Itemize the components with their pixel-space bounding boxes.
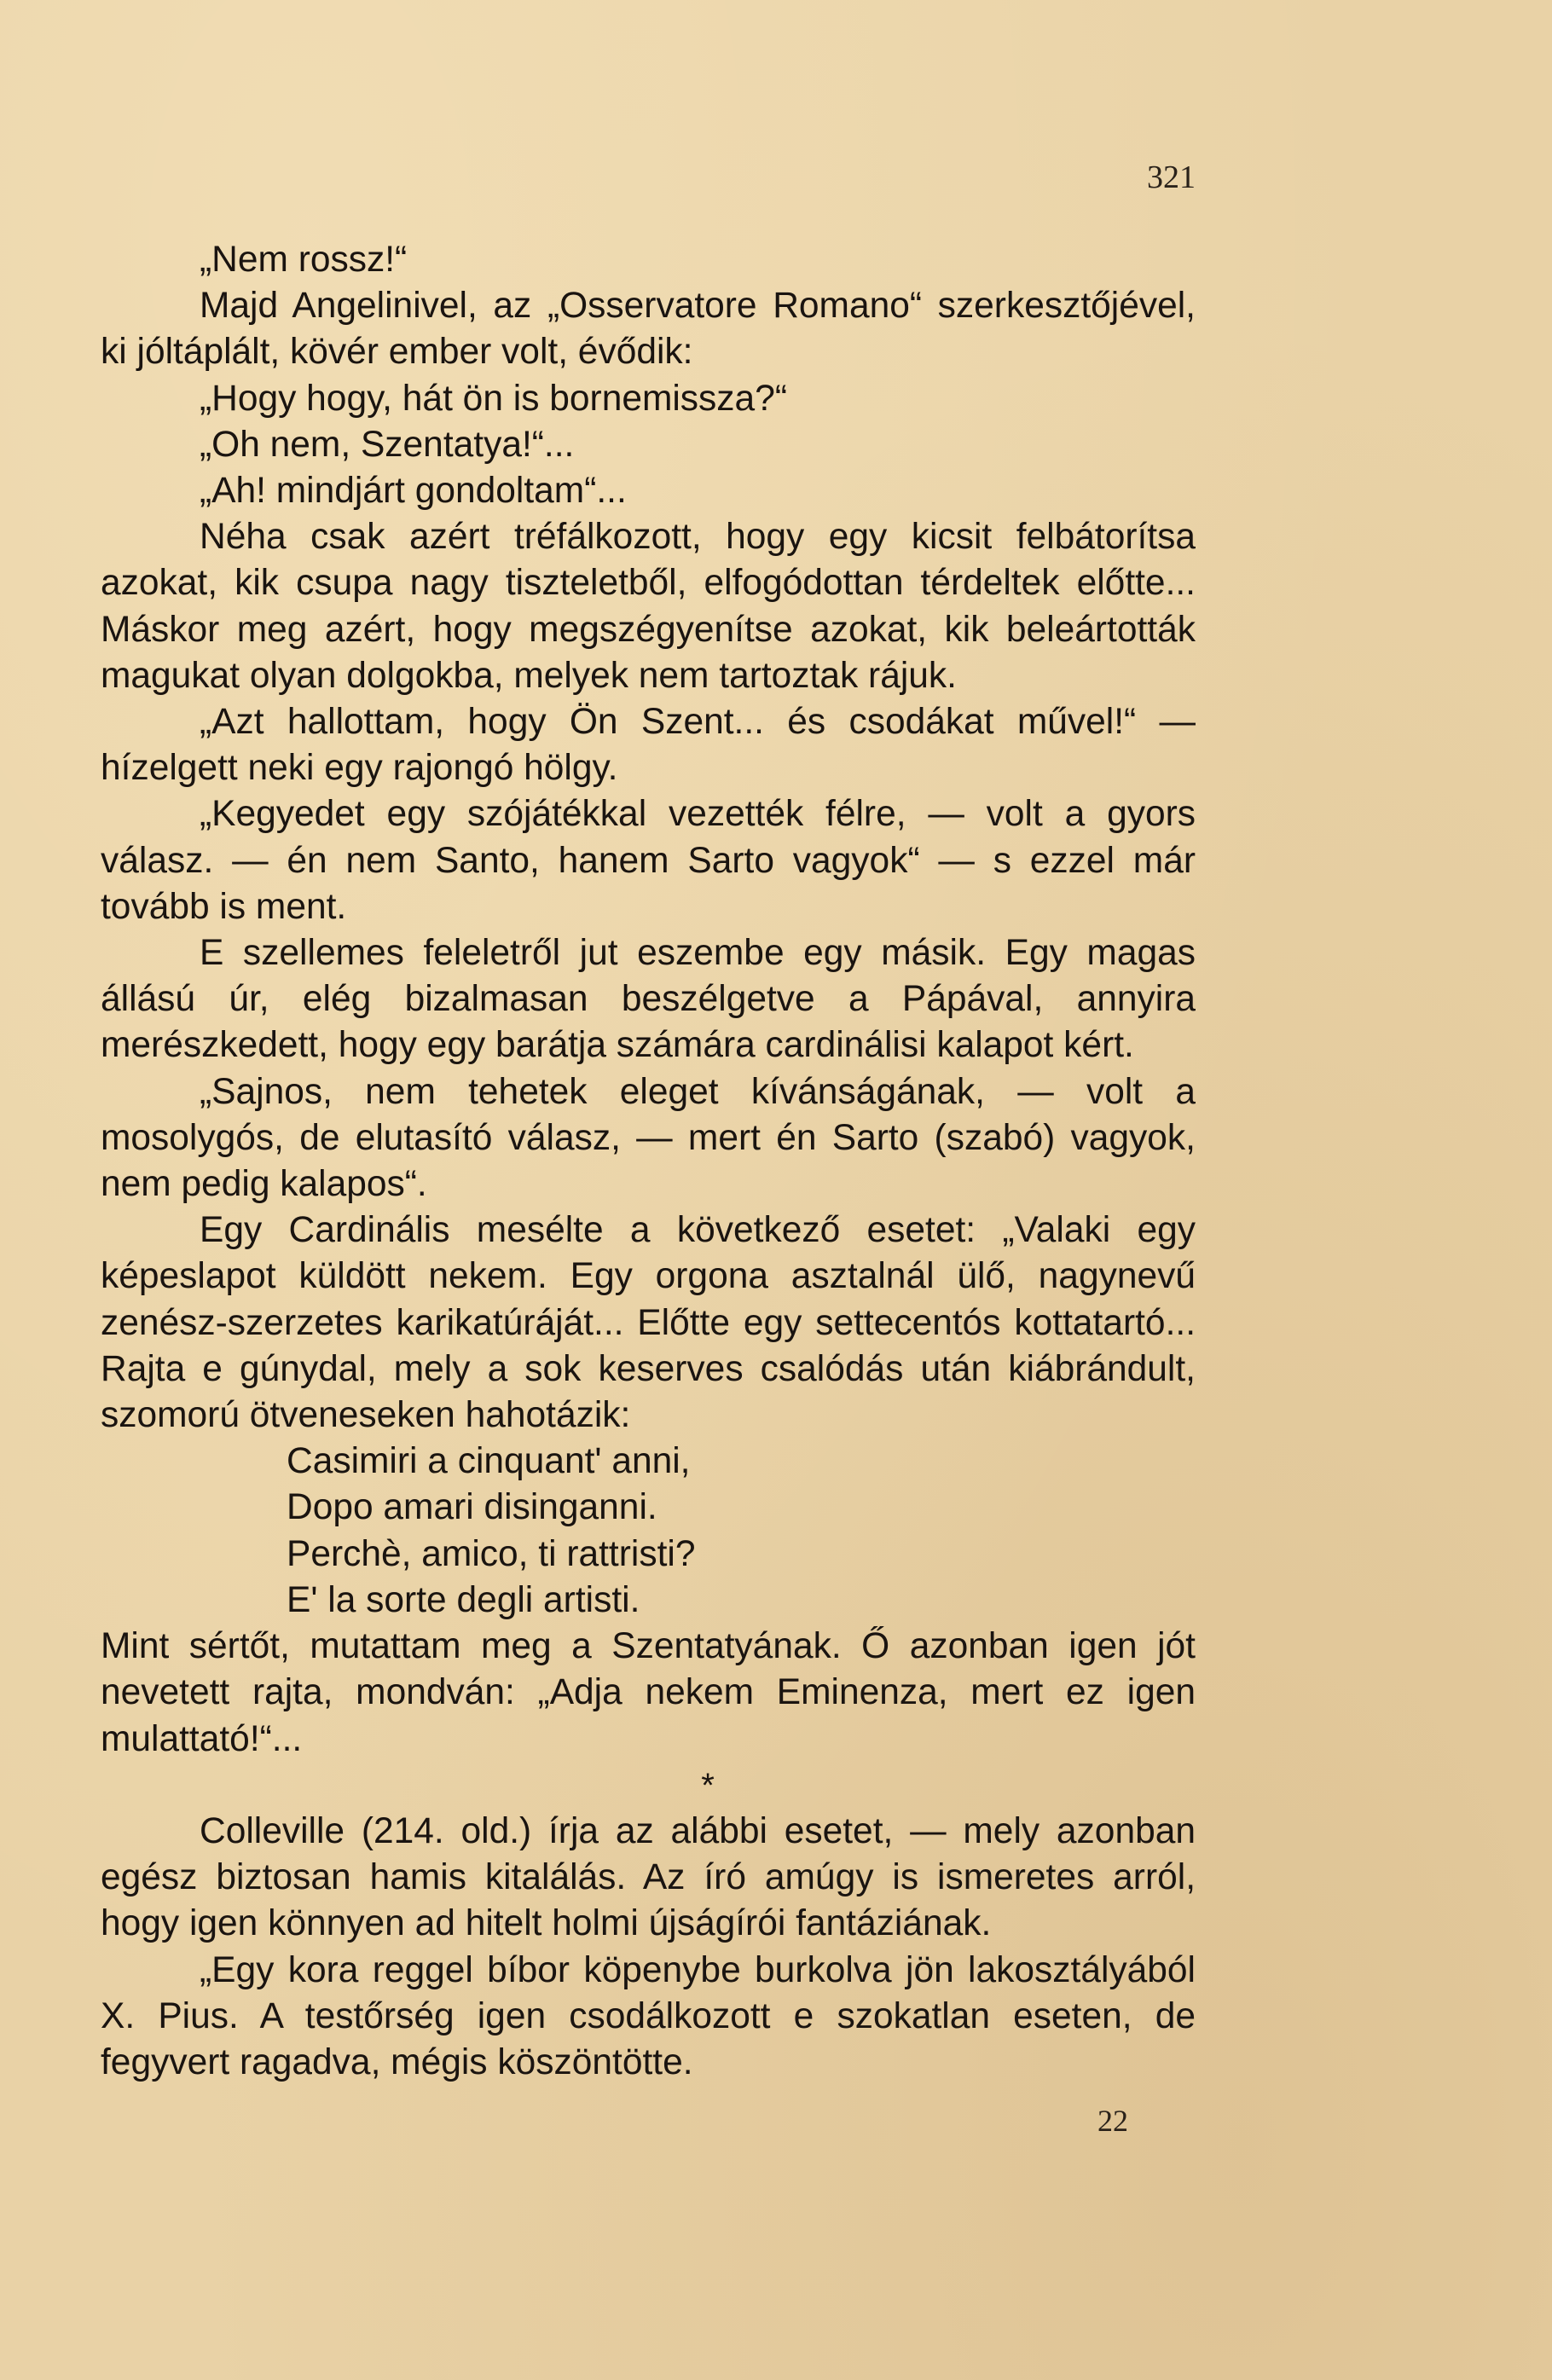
page-number: 321 [1147,159,1196,195]
poem [287,1439,1196,1624]
paragraph: „Hogy hogy, hát ön is bornemissza?“ [200,378,787,419]
poem-line: Dopo amari disinganni. [287,1487,657,1528]
paragraph: „Azt hallottam, hogy Ön Szent... és csodákat művel!“ — hízelgett neki egy rajongó hölgy. [101,702,1196,789]
paragraph: „Ah! mindjárt gondoltam“... [200,471,627,512]
paragraph: E szellemes feleletről jut eszembe egy másik. Egy magas állású úr, elég bizalmasan beszélgetve a Pápával, annyira merészkedett, hogy egy barátja számára cardinálisi kalapot kért. [101,933,1196,1066]
signature-mark: 22 [1097,2104,1128,2138]
section-separator: * [701,1766,715,1804]
paragraph: Egy Cardinális mesélte a következő esetet: „Valaki egy képeslapot küldött nekem. Egy orgona asztalnál ülő, nagynevű zenész-szerzetes karikatúráját... Előtte egy settecentós kottatartó... Rajta e gúnydal, mely a sok keserves csalódás után kiábrándult, szomorú ötveneseken hahotázik: [101,1210,1196,1436]
paragraph: Mint sértőt, mutattam meg a Szentatyának. Ő azonban igen jót nevetett rajta, mondván: „Adja nekem Eminenza, mert ez igen mulattató!“... [101,1626,1196,1759]
poem-line: Perchè, amico, ti rattristi? [287,1533,696,1574]
poem-line: E' la sorte degli artisti. [287,1579,640,1620]
paragraph: „Oh nem, Szentatya!“... [200,424,575,465]
poem-line: Casimiri a cinquant' anni, [287,1441,691,1482]
paragraph: „Sajnos, nem tehetek eleget kívánságának, — volt a mosolygós, de elutasító válasz, — mert én Sarto (szabó) vagyok, nem pedig kalapos“. [101,1071,1196,1205]
paragraph: „Kegyedet egy szójátékkal vezették félre, — volt a gyors válasz. — én nem Santo, hanem Sarto vagyok“ — s ezzel már tovább is ment. [101,794,1196,927]
paragraph: Majd Angelinivel, az „Osservatore Romano“ szerkesztőjével, ki jóltáplált, kövér ember volt, évődik: [101,286,1196,373]
paragraph: „Nem rossz!“ [200,240,408,280]
paragraph: „Egy kora reggel bíbor köpenybe burkolva jön lakosztályából X. Pius. A testőrség igen csodálkozott e szokatlan eseten, de fegyvert ragadva, mégis köszöntötte. [101,1949,1196,2082]
body-text [101,237,1196,2086]
paragraph: Colleville (214. old.) írja az alábbi esetet, — mely azonban egész biztosan hamis kitalálás. Az író amúgy is ismeretes arról, hogy igen könnyen ad hitelt holmi újságírói fantáziának. [101,1810,1196,1944]
paragraph: Néha csak azért tréfálkozott, hogy egy kicsit felbátorítsa azokat, kik csupa nagy tiszteletből, elfogódottan térdeltek előtte... Máskor meg azért, hogy megszégyenítse azokat, kik beleártották magukat olyan dolgokba, melyek nem tartoztak rájuk. [101,517,1196,696]
